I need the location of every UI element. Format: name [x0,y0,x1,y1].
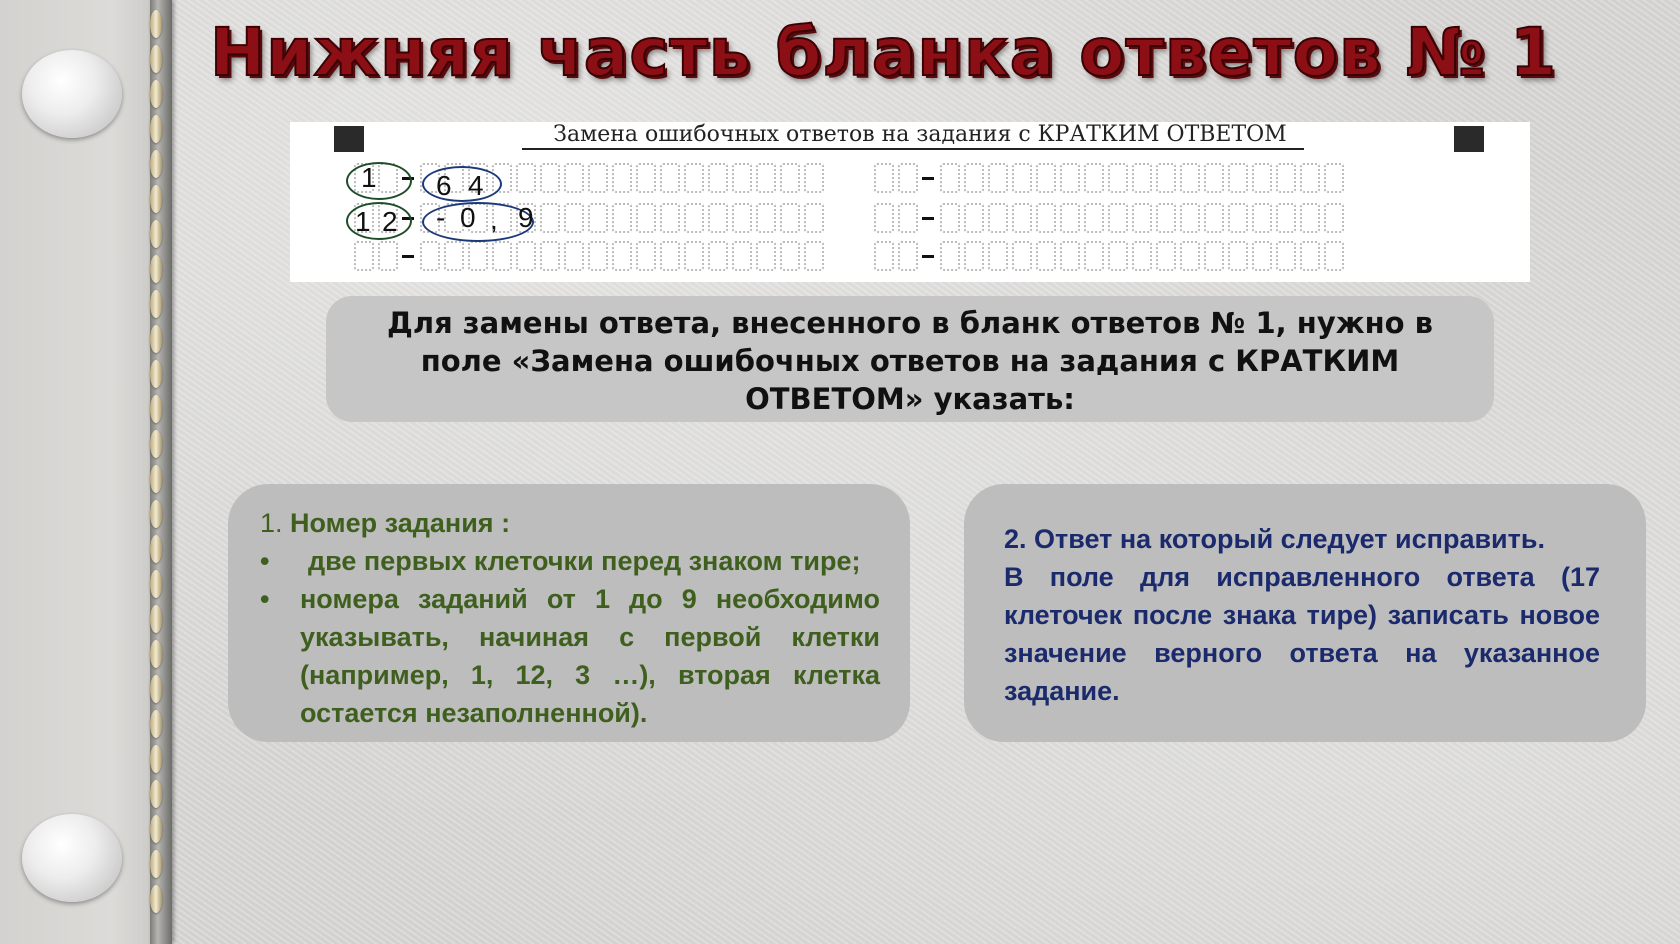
answer-correction-heading: 2. Ответ на который следует исправить. [1004,524,1545,554]
form-corner-marker-left [334,126,364,152]
coil-loop [150,80,162,108]
list-item-text: номера заданий от 1 до 9 необходимо указывать, начиная с первой клетки (например, 1, 12, 3 …), вторая клетка остается незаполненной). [300,584,880,728]
instruction-note: Для замены ответа, внесенного в бланк ответов № 1, нужно в поле «Замена ошибочных ответов на задания с КРАТКИМ ОТВЕТОМ» указать: [326,296,1494,422]
form-digit: 6 [436,170,452,201]
answer-oval-1 [422,166,502,202]
coil-loop [150,675,162,703]
coil-loop [150,570,162,598]
coil-loop [150,255,162,283]
coil-loop [150,115,162,143]
coil-loop [150,710,162,738]
binder-ring-top [22,50,122,138]
form-digit: 4 [468,170,484,201]
form-digit: 9 [518,202,534,233]
form-header: Замена ошибочных ответов на задания с КРАТКИМ ОТВЕТОМ [553,122,1287,147]
form-digit: 1 [355,206,371,237]
binder-ring-bottom [22,814,122,902]
coil-loop [150,150,162,178]
coil-loop [150,360,162,388]
answer-form-snippet [290,122,1530,282]
coil-loop [150,850,162,878]
coil-loop [150,780,162,808]
task-number-oval-1 [346,162,412,200]
coil-loop [150,325,162,353]
form-row-1 [354,162,1348,194]
coil-loop [150,815,162,843]
list-item-text: две первых клеточки перед знаком тире; [308,546,861,576]
coil-loop [150,500,162,528]
binder-coil [138,10,174,940]
coil-loop [150,885,162,913]
coil-loop [150,605,162,633]
coil-loop [150,10,162,38]
form-corner-marker-right [1454,126,1484,152]
form-row-3 [354,240,1348,272]
task-number-title: Номер задания : [290,508,511,538]
list-item [260,580,880,732]
task-number-index: 1. [260,508,283,538]
form-digit: 0 [460,202,476,233]
task-number-card [228,484,910,742]
bullet: • [260,546,270,576]
answer-correction-card [964,484,1646,742]
task-number-list [260,542,880,732]
coil-loop [150,395,162,423]
form-digit: , [490,204,498,235]
bullet: • [260,584,270,614]
coil-loop [150,220,162,248]
form-digit: 2 [382,206,398,237]
binder-left-panel [0,0,160,944]
task-number-heading [260,504,880,542]
coil-loop [150,430,162,458]
form-digit: - [436,202,446,233]
form-digit: 1 [361,162,377,193]
coil-loop [150,640,162,668]
coil-loop [150,465,162,493]
coil-loop [150,745,162,773]
coil-loop [150,535,162,563]
slide-title: Нижняя часть бланка ответов № 1 [210,14,1558,91]
answer-correction-body: В поле для исправленного ответа (17 клеточек после знака тире) записать новое значение верного ответа на указанное задание. [1004,562,1600,706]
form-header-underline [522,148,1304,150]
list-item [260,542,880,580]
coil-loop [150,185,162,213]
coil-loop [150,290,162,318]
coil-loop [150,45,162,73]
